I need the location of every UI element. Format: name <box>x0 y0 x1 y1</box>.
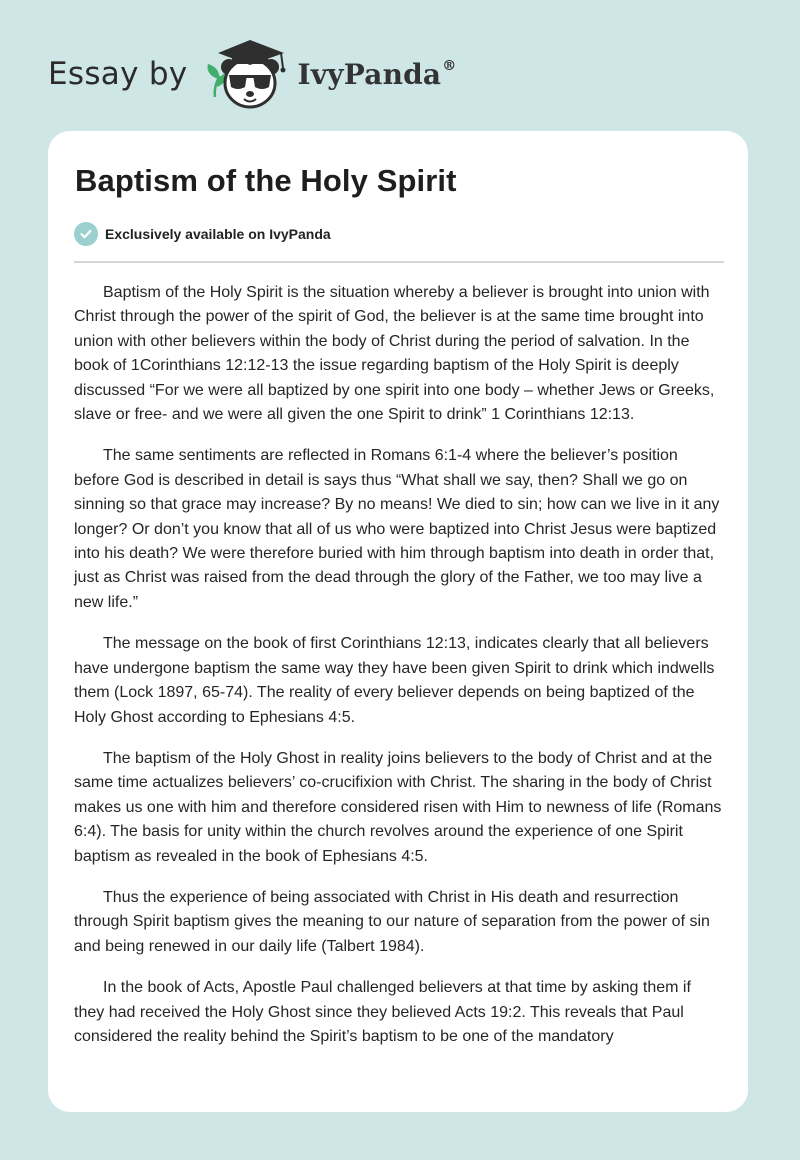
paragraph: The same sentiments are reflected in Romans 6:1-4 where the believer’s position before God is described in detail is says thus “What shall we say, then? Shall we go on sinning so that grace may increase? By no means! We died to sin; how can we live in it any longer? Or don’t you know that all of us who were baptized into Christ Jesus were baptized into his death? We were therefore buried with him through baptism into death in order that, just as Christ was raised from the dead through the glory of the Father, we too may live a new life.” <box>74 447 720 611</box>
page-title: Baptism of the Holy Spirit <box>75 163 457 198</box>
checkmark-icon <box>79 227 93 241</box>
exclusive-label: Exclusively available on IvyPanda <box>105 226 331 242</box>
essay-body <box>74 281 724 1066</box>
paragraph: In the book of Acts, Apostle Paul challenged believers at that time by asking them if they had received the Holy Ghost since they believed Acts 19:2. This reveals that Paul considered the reality behind the Spirit’s baptism to be one of the mandatory <box>74 979 691 1045</box>
panda-graduate-icon[interactable] <box>202 37 292 111</box>
brand-name[interactable] <box>298 58 457 91</box>
exclusive-badge <box>74 222 331 246</box>
registered-mark: ® <box>442 57 457 74</box>
brand-header <box>48 34 456 114</box>
check-circle-icon <box>74 222 98 246</box>
essay-card <box>48 131 748 1112</box>
paragraph: The message on the book of first Corinthians 12:13, indicates clearly that all believers have undergone baptism the same way they have been given Spirit to drink which indwells them (Lock 1897, 65-74). The reality of every believer depends on being baptized of the Holy Ghost according to Ephesians 4:5. <box>74 635 715 726</box>
brand-name-text: IvyPanda <box>297 57 442 91</box>
essay-by-label: Essay by <box>48 56 188 92</box>
paragraph: Baptism of the Holy Spirit is the situation whereby a believer is brought into union with Christ through the power of the spirit of God, the believer is at the same time brought into union with other believers within the body of Christ during the period of salvation. In the book of 1Corinthians 12:12-13 the issue regarding baptism of the Holy Spirit is deeply discussed “For we were all baptized by one spirit into one body – whether Jews or Greeks, slave or free- and we were all given the one Spirit to drink” 1 Corinthians 12:13. <box>74 284 715 424</box>
divider <box>74 261 724 263</box>
paragraph: The baptism of the Holy Ghost in reality joins believers to the body of Christ and at the same time actualizes believers’ co-crucifixion with Christ. The sharing in the body of Christ makes us one with him and therefore considered risen with Him to newness of life (Romans 6:4). The basis for unity within the church revolves around the experience of one Spirit baptism as revealed in the book of Ephesians 4:5. <box>74 749 722 865</box>
paragraph: Thus the experience of being associated with Christ in His death and resurrection through Spirit baptism gives the meaning to our nature of separation from the power of sin and being renewed in our daily life (Talbert 1984). <box>74 888 710 955</box>
